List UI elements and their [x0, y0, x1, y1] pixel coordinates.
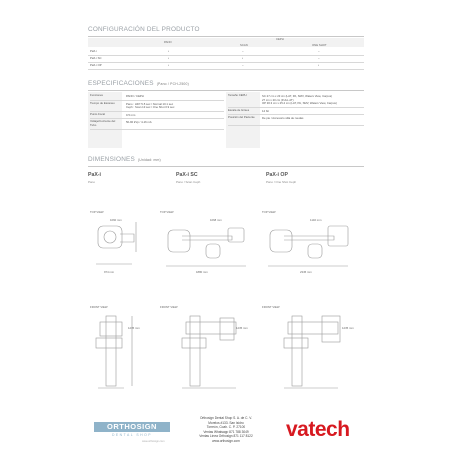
product-pax-i-name: PaX-i: [88, 172, 101, 178]
vatech-logo: vatech: [286, 418, 350, 441]
spec-value: 27 cm x 20 cm (FULL AT): [262, 97, 294, 102]
orthosign-logo: ORTHOSIGN: [94, 422, 170, 432]
config-cell: •: [318, 63, 319, 67]
front-view-label-3: FRONT VIEW: [262, 305, 280, 309]
top-view-label-1: TOP VIEW: [90, 210, 104, 214]
spec-value: 50-90 kVp / 4-16 mA: [126, 120, 152, 125]
config-row-rule: [88, 55, 364, 56]
config-cell: •: [168, 56, 169, 60]
spec-row-rule: [228, 125, 364, 126]
config-cell: PaX-i OP: [90, 63, 102, 67]
address-line: www.orthosign.com: [212, 438, 240, 443]
spec-row-rule: [90, 129, 224, 130]
config-cell: –: [318, 56, 320, 60]
top-view-drawing-pax-i: [92, 216, 152, 276]
config-row-rule: [88, 69, 364, 70]
dim-label-front-height-3: 1235 mm: [342, 326, 354, 330]
spec-value: PANO / CEPH: [126, 94, 144, 98]
dim-label-pax-i-depth: 1060 mm: [110, 218, 122, 222]
config-cell: •: [168, 49, 169, 53]
dim-label-pax-i-width: 974 mm: [104, 270, 115, 274]
address-line: Morelos #133. San Isidro: [208, 420, 244, 425]
spec-value: SC 27 cm x 23 cm (LAT, PA, SMV, Waters View, Carpus): [262, 94, 333, 98]
product-pax-i-op-sub: Pano / One Shot Ceph: [266, 180, 297, 184]
spec-value: 14 bit: [262, 108, 269, 113]
address-line: Orthosign Dental Shop S. A. de C. V.: [200, 416, 252, 420]
address-line: Ventas Whatsapp 871 788 3049: [203, 429, 249, 434]
config-cell: •: [242, 56, 243, 60]
address-line: Torreón, Coah. C. P. 27100: [206, 425, 246, 430]
config-cell: PaX-i SC: [90, 56, 102, 60]
config-cell: –: [242, 63, 244, 67]
product-pax-i-sub: Pano: [88, 180, 96, 184]
top-view-label-2: TOP VIEW: [160, 210, 174, 214]
specs-title-rule: [88, 90, 364, 91]
dims-title: DIMENSIONES (Unidad: mm): [88, 156, 161, 163]
product-pax-i-op-name: PaX-i OP: [266, 172, 288, 178]
spec-key: Tamaño CEPH: [228, 93, 247, 97]
dim-label-pax-i-op-depth: 1140 mm: [310, 218, 322, 222]
dim-label-pax-i-sc-depth: 1068 mm: [210, 218, 222, 222]
spec-value: De pie / Accesorio silla de ruedas: [262, 116, 304, 121]
config-col-oneshot: ONE SHOT: [312, 43, 327, 47]
top-view-drawing-pax-i-op: [264, 216, 354, 276]
spec-key: Punto Focal: [90, 111, 105, 116]
product-pax-i-sc-sub: Pano / Scan Ceph: [176, 180, 201, 184]
spec-key: Voltaje/Corriente del Tubo: [90, 119, 116, 127]
config-col-ceph: CEPH: [276, 37, 284, 41]
top-view-label-3: TOP VIEW: [262, 210, 276, 214]
dim-label-front-height-2: 1235 mm: [236, 326, 248, 330]
config-cell: –: [242, 49, 244, 53]
spec-key: Posición del Paciente: [228, 115, 255, 120]
top-view-drawing-pax-i-sc: [162, 216, 252, 276]
front-view-drawing-pax-i-sc: [176, 312, 246, 392]
dim-label-pax-i-op-width: 2345 mm: [300, 270, 312, 274]
config-cell: –: [318, 49, 320, 53]
spec-key: Funciones: [90, 93, 103, 97]
front-view-drawing-pax-i-op: [278, 312, 348, 392]
spec-value: OP 30.3 cm x 25.4 cm (LAT, PA, SMV, Waters View, Carpus): [262, 101, 337, 106]
config-col-pano: PANO: [164, 40, 172, 44]
spec-value: 0.5 mm: [126, 112, 136, 117]
product-pax-i-sc-name: PaX-i SC: [176, 172, 198, 178]
spec-row-rule: [90, 111, 224, 112]
dim-label-front-height-1: 1235 mm: [128, 326, 140, 330]
config-row-rule: [88, 62, 364, 63]
footer-address: [186, 416, 266, 444]
address-line: Ventas Línea Orthosign 871 117 8122: [199, 434, 253, 439]
spec-value: Ceph : Scan 13 sec / One Shot 0.9 sec: [126, 105, 175, 110]
spec-key: Escala de Grises: [228, 107, 250, 112]
orthosign-logo-sub: DENTAL SHOP: [111, 433, 153, 437]
front-view-label-2: FRONT VIEW: [160, 305, 178, 309]
front-view-label-1: FRONT VIEW: [90, 305, 108, 309]
config-title-rule: [88, 36, 364, 37]
config-cell: PaX-i: [90, 49, 97, 53]
dims-title-rule: [88, 166, 364, 167]
specs-title: ESPECIFICACIONES (Pano / PCH-2500): [88, 80, 189, 87]
config-title: CONFIGURACIÓN DEL PRODUCTO: [88, 26, 200, 33]
config-cell: •: [168, 63, 169, 67]
dim-label-pax-i-sc-width: 1880 mm: [196, 270, 208, 274]
specs-right-bg: [226, 92, 260, 148]
config-col-scan: SCAN: [240, 43, 248, 47]
front-view-drawing-pax-i: [92, 312, 142, 392]
spec-key: Tiempo de Escaneo: [90, 100, 115, 105]
spec-value: Pano : HD7.5-5 sec / Normal 10.1 sec: [126, 101, 174, 106]
orthosign-url: www.orthosign.com: [142, 440, 165, 443]
